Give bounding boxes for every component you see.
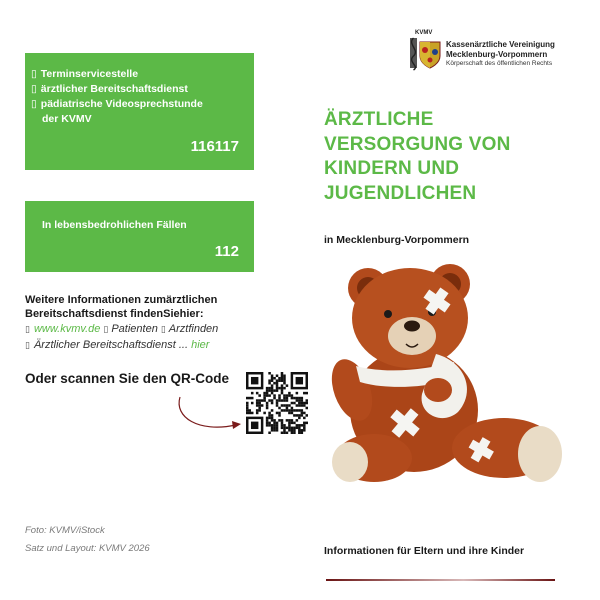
info-heading: Weitere Informationen zumärztlichen Bereitschaftsdienst findenSiehier: bbox=[25, 294, 218, 320]
service-phone-number: 116117 bbox=[190, 138, 239, 155]
service-item-continuation: der KVMV bbox=[42, 113, 92, 125]
logo-text bbox=[446, 40, 555, 68]
main-title-line-3: KINDERN UND bbox=[324, 158, 460, 179]
emergency-label: In lebensbedrohlichen Fällen bbox=[42, 219, 187, 231]
checkbox-icon: ▯ bbox=[31, 68, 37, 80]
main-title-line-1: ÄRZTLICHE bbox=[324, 109, 434, 130]
region-subtitle: in Mecklenburg-Vorpommern bbox=[324, 234, 470, 246]
service-contact-box bbox=[25, 53, 254, 170]
info-link-line-website bbox=[25, 323, 218, 335]
logo-line-1: Kassenärztliche Vereinigung bbox=[446, 40, 555, 49]
service-item-bereitschaftsdienst: ▯ ärztlicher Bereitschaftsdienst bbox=[31, 83, 188, 95]
arrow-icon: ▯ bbox=[103, 324, 109, 334]
footer-rule bbox=[326, 579, 555, 581]
hier-link[interactable]: hier bbox=[191, 339, 210, 351]
kvmv-logo bbox=[404, 30, 579, 72]
layout-credit: Satz und Layout: KVMV 2026 bbox=[25, 543, 150, 554]
emergency-box bbox=[25, 201, 254, 272]
nav-step-arztfinden: Arztfinden bbox=[168, 323, 219, 335]
checkbox-icon: ▯ bbox=[31, 83, 37, 95]
main-title bbox=[324, 108, 584, 206]
website-link[interactable]: www.kvmv.de bbox=[33, 323, 101, 335]
logo-line-2: Mecklenburg-Vorpommern bbox=[446, 49, 548, 59]
checkbox-icon: ▯ bbox=[31, 98, 37, 110]
qr-code-label: Oder scannen Sie den QR-Code bbox=[25, 371, 230, 386]
main-title-line-4: JUGENDLICHEN bbox=[324, 182, 477, 204]
kvmv-emblem-icon bbox=[404, 30, 444, 72]
curved-arrow-icon bbox=[170, 395, 248, 437]
logo-tag: KVMV bbox=[415, 30, 433, 36]
footer-tagline: Informationen für Eltern und ihre Kinder bbox=[324, 545, 525, 557]
bullet-icon: ▯ bbox=[25, 340, 30, 350]
info-link-line-bereitschaftsdienst bbox=[25, 339, 209, 351]
arrow-icon: ▯ bbox=[160, 324, 166, 334]
emergency-phone-number: 112 bbox=[214, 243, 239, 260]
main-title-line-2: VERSORGUNG VON bbox=[324, 133, 511, 155]
service-item-videosprechstunde: ▯ pädiatrische Videosprechstunde bbox=[31, 98, 203, 110]
service-item-terminservicestelle: ▯ Terminservicestelle bbox=[31, 68, 139, 80]
bullet-icon: ▯ bbox=[25, 324, 30, 334]
photo-credit: Foto: KVMV/iStock bbox=[25, 525, 105, 536]
qr-code[interactable] bbox=[246, 372, 308, 434]
teddy-bear-image bbox=[326, 262, 568, 484]
bereitschaftsdienst-text: Ärztlicher Bereitschaftsdienst ... bbox=[33, 339, 189, 351]
nav-step-patienten: Patienten bbox=[111, 323, 158, 335]
logo-line-3: Körperschaft des öffentlichen Rechts bbox=[446, 60, 553, 67]
